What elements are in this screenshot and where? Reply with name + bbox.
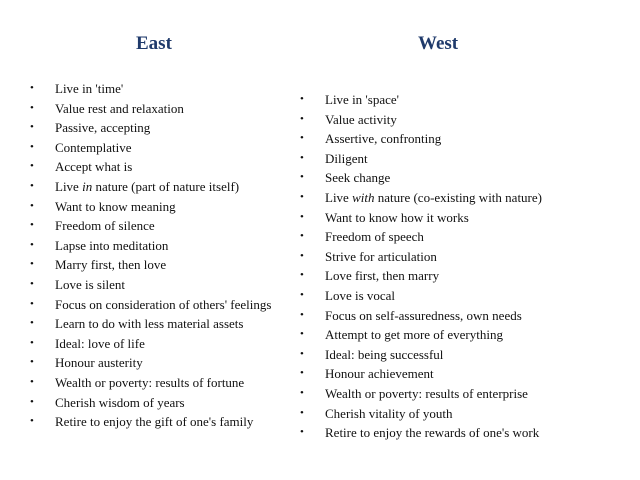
bullet-icon: • xyxy=(30,219,34,232)
east-list-item xyxy=(30,216,292,236)
bullet-icon: • xyxy=(300,426,304,439)
east-item-text: Wealth or poverty: results of fortune xyxy=(55,374,245,390)
east-item-text: Honour austerity xyxy=(55,355,143,371)
east-list-item xyxy=(30,197,292,217)
east-list-item xyxy=(30,79,292,99)
bullet-icon: • xyxy=(300,151,304,164)
bullet-icon: • xyxy=(300,406,304,419)
west-item-text: Diligent xyxy=(325,150,368,166)
east-item-text-emphasis: in xyxy=(82,178,93,194)
west-item-text-pre: Live xyxy=(325,189,353,205)
east-list-item xyxy=(30,255,292,275)
east-item-text: Freedom of silence xyxy=(55,218,155,234)
east-item-text: Learn to do with less material assets xyxy=(55,316,244,332)
bullet-icon: • xyxy=(30,395,34,408)
bullet-icon: • xyxy=(300,288,304,301)
west-item-text: Focus on self-assuredness, own needs xyxy=(325,307,522,323)
east-list-item xyxy=(30,412,292,432)
bullet-icon: • xyxy=(300,328,304,341)
bullet-icon: • xyxy=(30,258,34,271)
west-list-item xyxy=(300,404,620,424)
bullet-icon: • xyxy=(300,93,304,105)
bullet-icon: • xyxy=(30,356,34,369)
bullet-icon: • xyxy=(300,249,304,262)
west-item-text: Attempt to get more of everything xyxy=(325,327,503,343)
bullet-icon: • xyxy=(30,199,34,212)
east-item-text: Lapse into meditation xyxy=(55,237,169,253)
west-list-item xyxy=(300,364,620,384)
west-item-text: Cherish vitality of youth xyxy=(325,405,453,421)
bullet-icon: • xyxy=(300,367,304,380)
west-item-text: Freedom of speech xyxy=(325,229,424,245)
west-list-item xyxy=(300,129,620,149)
bullet-icon: • xyxy=(300,190,304,203)
bullet-icon: • xyxy=(300,112,304,125)
east-list-item xyxy=(30,373,292,393)
bullet-icon: • xyxy=(300,308,304,321)
west-list-item xyxy=(300,266,620,286)
east-item-text: Value rest and relaxation xyxy=(55,100,184,116)
west-list xyxy=(300,90,620,443)
west-item-text: Love first, then marry xyxy=(325,268,440,284)
west-list-item xyxy=(300,168,620,188)
bullet-icon: • xyxy=(300,386,304,399)
bullet-icon: • xyxy=(30,375,34,388)
west-item-text: Strive for articulation xyxy=(325,248,437,264)
west-heading: West xyxy=(418,33,459,54)
east-list-item xyxy=(30,138,292,158)
west-list-item xyxy=(300,90,620,110)
west-list-item xyxy=(300,188,620,208)
east-item-text: Love is silent xyxy=(55,276,126,292)
west-item-text xyxy=(325,190,542,205)
east-item-text: Marry first, then love xyxy=(55,257,167,273)
west-item-text: Seek change xyxy=(325,170,391,186)
east-item-text: Accept what is xyxy=(55,159,133,175)
bullet-icon: • xyxy=(30,121,34,134)
west-list-item xyxy=(300,286,620,306)
west-list-item xyxy=(300,227,620,247)
west-list-item xyxy=(300,208,620,228)
bullet-icon: • xyxy=(300,269,304,282)
east-item-text: Focus on consideration of others' feelings xyxy=(55,296,272,312)
west-list-item xyxy=(300,247,620,267)
bullet-icon: • xyxy=(300,132,304,145)
east-list-item xyxy=(30,393,292,413)
west-item-text-emphasis: with xyxy=(352,189,375,205)
east-item-text: Contemplative xyxy=(55,139,132,155)
east-list-item xyxy=(30,275,292,295)
east-list-item xyxy=(30,99,292,119)
east-list-item xyxy=(30,236,292,256)
bullet-icon: • xyxy=(30,160,34,173)
east-item-text: Retire to enjoy the gift of one's family xyxy=(55,414,254,430)
west-list-item xyxy=(300,345,620,365)
east-list-item xyxy=(30,314,292,334)
west-item-text: Honour achievement xyxy=(325,366,434,382)
west-item-text: Love is vocal xyxy=(325,287,396,303)
bullet-icon: • xyxy=(30,297,34,310)
east-list-item xyxy=(30,353,292,373)
west-list-item xyxy=(300,325,620,345)
east-item-text-post: nature (part of nature itself) xyxy=(92,178,240,194)
east-list-item xyxy=(30,177,292,197)
east-list xyxy=(30,79,292,432)
east-item-text: Passive, accepting xyxy=(55,120,151,136)
east-item-text: Cherish wisdom of years xyxy=(55,394,185,410)
bullet-icon: • xyxy=(300,210,304,223)
bullet-icon: • xyxy=(30,277,34,290)
bullet-icon: • xyxy=(30,415,34,428)
east-list-item xyxy=(30,118,292,138)
west-item-text: Assertive, confronting xyxy=(325,131,442,147)
bullet-icon: • xyxy=(30,317,34,330)
east-list-item xyxy=(30,295,292,315)
east-heading: East xyxy=(136,33,172,54)
west-list-item xyxy=(300,149,620,169)
bullet-icon: • xyxy=(30,140,34,153)
west-item-text: Live in 'space' xyxy=(325,92,399,107)
west-list-item xyxy=(300,384,620,404)
bullet-icon: • xyxy=(300,171,304,184)
east-item-text: Live in 'time' xyxy=(55,81,124,96)
west-item-text: Want to know how it works xyxy=(325,209,469,225)
bullet-icon: • xyxy=(30,238,34,251)
west-item-text: Ideal: being successful xyxy=(325,346,444,362)
bullet-icon: • xyxy=(30,336,34,349)
west-item-text: Wealth or poverty: results of enterprise xyxy=(325,385,528,401)
bullet-icon: • xyxy=(300,230,304,243)
east-list-item xyxy=(30,157,292,177)
east-list-item xyxy=(30,334,292,354)
bullet-icon: • xyxy=(30,82,34,94)
west-item-text: Value activity xyxy=(325,111,397,127)
west-item-text: Retire to enjoy the rewards of one's work xyxy=(325,425,540,441)
east-item-text: Ideal: love of life xyxy=(55,335,145,351)
east-item-text: Want to know meaning xyxy=(55,198,176,214)
east-item-text-pre: Live xyxy=(55,178,83,194)
bullet-icon: • xyxy=(300,347,304,360)
west-list-item xyxy=(300,110,620,130)
east-item-text xyxy=(55,179,239,194)
bullet-icon: • xyxy=(30,179,34,192)
west-list-item xyxy=(300,306,620,326)
west-list-item xyxy=(300,423,620,443)
bullet-icon: • xyxy=(30,101,34,114)
west-item-text-post: nature (co-existing with nature) xyxy=(374,189,542,205)
